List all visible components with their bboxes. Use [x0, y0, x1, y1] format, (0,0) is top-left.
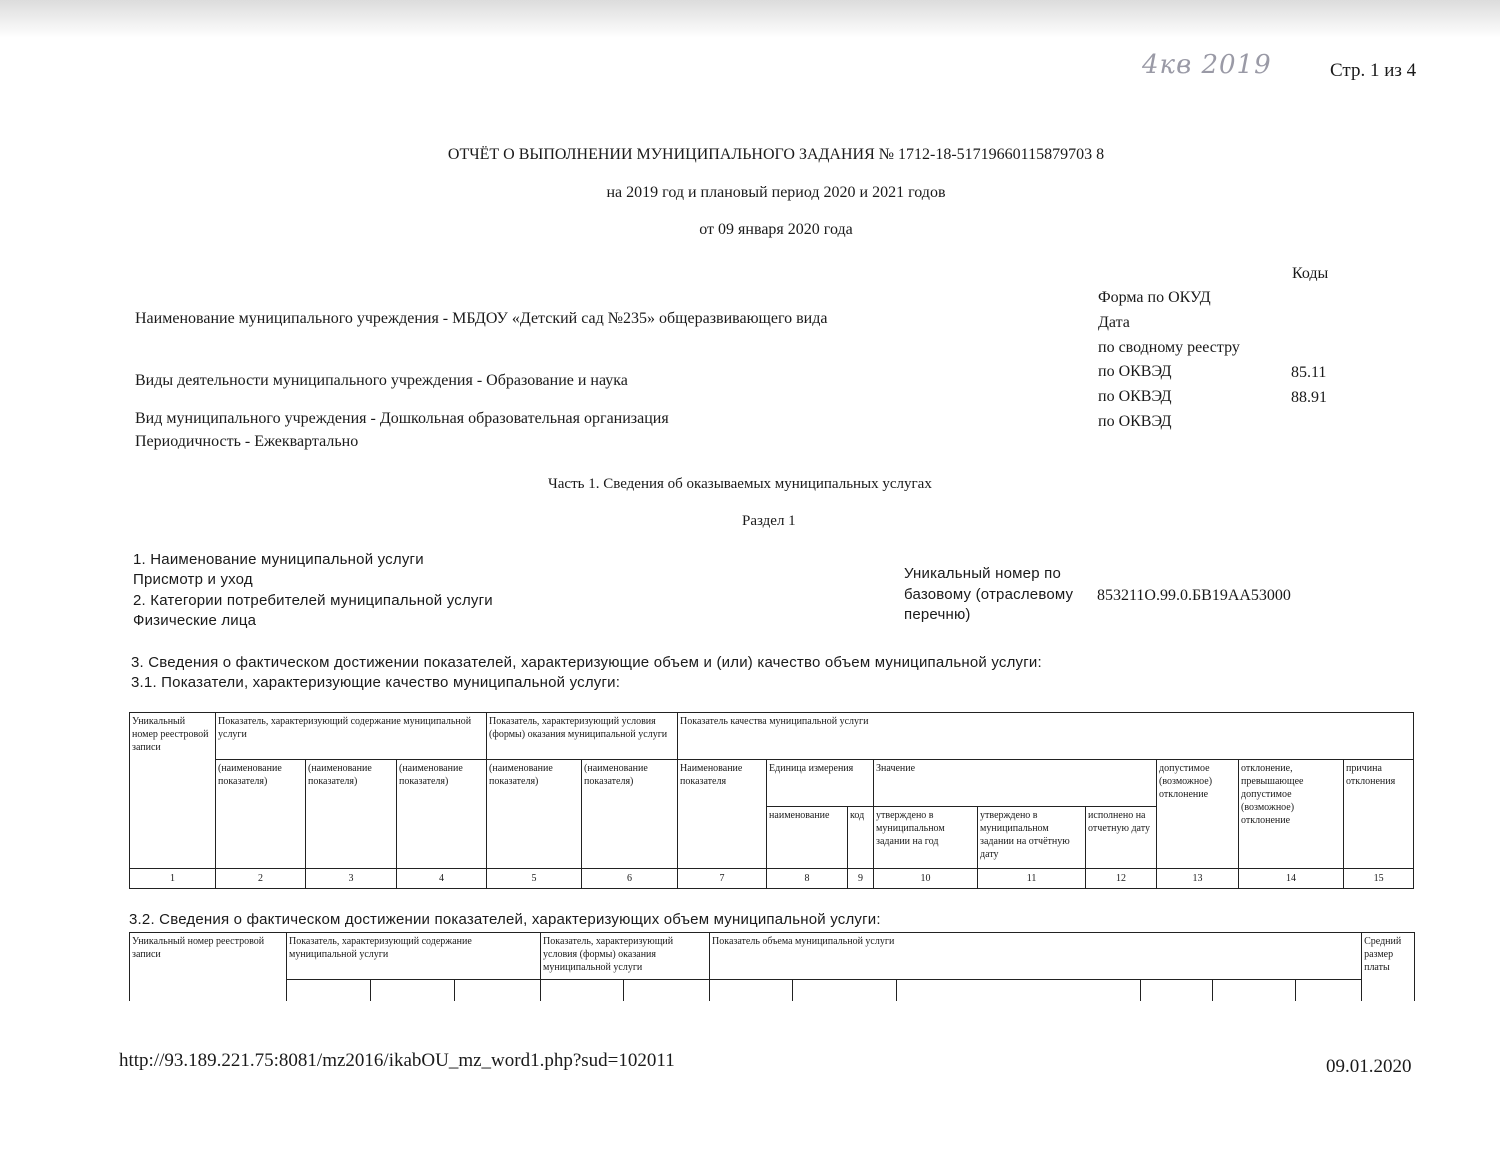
vol-cell-volume-indicator: Показатель объема муниципальной услуги	[710, 933, 1362, 980]
cell-executed: исполнено на отчетную дату	[1086, 807, 1157, 869]
cell-content-indicator: Показатель, характеризующий содержание муниципальной услуги	[216, 713, 487, 760]
col-number: 3	[306, 869, 397, 889]
codes-label-registry: по сводному реестру	[1098, 339, 1240, 356]
cell-unit-name: наименование	[767, 807, 848, 869]
service-category-label: 2. Категории потребителей муниципальной услуги	[133, 592, 493, 609]
institution-name: Наименование муниципального учреждения - МБДОУ «Детский сад №235» общеразвивающего вида	[135, 310, 828, 327]
handwritten-note: 4кв 2019	[1142, 50, 1272, 80]
codes-label-date: Дата	[1098, 314, 1130, 331]
unique-number-label-1: Уникальный номер по	[904, 565, 1061, 582]
section-3-title: 3. Сведения о фактическом достижении показателей, характеризующие объем и (или) качество объем муниципальной услуги:	[131, 654, 1042, 671]
section-3-1-title: 3.1. Показатели, характеризующие качество муниципальной услуги:	[131, 674, 621, 691]
codes-label-okud: Форма по ОКУД	[1098, 289, 1211, 306]
part-title: Часть 1. Сведения об оказываемых муниципальных услугах	[548, 476, 932, 492]
cell-indicator-name-3: (наименование показателя)	[306, 760, 397, 869]
service-name-value: Присмотр и уход	[133, 571, 253, 588]
col-number: 2	[216, 869, 306, 889]
col-number: 6	[582, 869, 678, 889]
codes-header: Коды	[1292, 265, 1329, 282]
codes-label-okved-1: по ОКВЭД	[1098, 363, 1172, 380]
col-number: 13	[1157, 869, 1239, 889]
cell-approved-year: утверждено в муниципальном задании на год	[874, 807, 978, 869]
unique-number-value: 853211О.99.0.БВ19АА53000	[1097, 587, 1291, 604]
col-number: 9	[848, 869, 874, 889]
volume-indicators-table	[129, 932, 1415, 1010]
codes-label-okved-2: по ОКВЭД	[1098, 388, 1172, 405]
cell-unique-record: Уникальный номер реестровой записи	[130, 713, 216, 869]
cell-unit: Единица измерения	[767, 760, 874, 807]
codes-value-okved-1: 85.11	[1291, 364, 1327, 381]
vol-cell-average-fee: Средний размер платы	[1362, 933, 1415, 1010]
page-counter: Стр. 1 из 4	[1330, 60, 1417, 81]
institution-type: Вид муниципального учреждения - Дошкольная образовательная организация	[135, 410, 669, 427]
unique-number-label-3: перечню)	[904, 606, 971, 623]
section-3-2-title: 3.2. Сведения о фактическом достижении показателей, характеризующих объем муниципальной услуги:	[129, 911, 881, 928]
cell-indicator-title: Наименование показателя	[678, 760, 767, 869]
page-cut	[120, 1001, 1430, 1041]
codes-label-okved-3: по ОКВЭД	[1098, 413, 1172, 430]
cell-allowed-deviation: допустимое (возможное) отклонение	[1157, 760, 1239, 869]
quality-indicators-table	[129, 712, 1414, 889]
footer-date: 09.01.2020	[1326, 1056, 1412, 1077]
col-number: 8	[767, 869, 848, 889]
unique-number-label-2: базовому (отраслевому	[904, 586, 1074, 603]
col-number: 1	[130, 869, 216, 889]
col-number: 4	[397, 869, 487, 889]
cell-indicator-name-4: (наименование показателя)	[397, 760, 487, 869]
cell-unit-code: код	[848, 807, 874, 869]
document-period: на 2019 год и плановый период 2020 и 2021 годов	[606, 184, 946, 201]
col-number: 5	[487, 869, 582, 889]
footer-url: http://93.189.221.75:8081/mz2016/ikabOU_mz_word1.php?sud=102011	[119, 1050, 675, 1071]
col-number: 14	[1239, 869, 1344, 889]
section-title: Раздел 1	[742, 513, 796, 529]
service-name-label: 1. Наименование муниципальной услуги	[133, 551, 424, 568]
col-number: 7	[678, 869, 767, 889]
institution-activities: Виды деятельности муниципального учреждения - Образование и наука	[135, 372, 628, 389]
cell-deviation-exceeding: отклонение, превышающее допустимое (возможное) отклонение	[1239, 760, 1344, 869]
vol-cell-content-indicator: Показатель, характеризующий содержание муниципальной услуги	[287, 933, 541, 980]
cell-indicator-name-2: (наименование показателя)	[216, 760, 306, 869]
cell-quality-indicator: Показатель качества муниципальной услуги	[678, 713, 1414, 760]
cell-indicator-name-6: (наименование показателя)	[582, 760, 678, 869]
document-date: от 09 января 2020 года	[699, 221, 853, 238]
cell-indicator-name-5: (наименование показателя)	[487, 760, 582, 869]
cell-deviation-reason: причина отклонения	[1344, 760, 1414, 869]
document-title: ОТЧЁТ О ВЫПОЛНЕНИИ МУНИЦИПАЛЬНОГО ЗАДАНИЯ № 1712-18-51719660115879703 8	[447, 146, 1105, 163]
cell-value: Значение	[874, 760, 1157, 807]
institution-periodicity: Периодичность - Ежеквартально	[135, 433, 359, 450]
col-number: 11	[978, 869, 1086, 889]
cell-approved-date: утверждено в муниципальном задании на отчётную дату	[978, 807, 1086, 869]
vol-cell-conditions-indicator: Показатель, характеризующий условия (формы) оказания муниципальной услуги	[541, 933, 710, 980]
cell-conditions-indicator: Показатель, характеризующий условия (формы) оказания муниципальной услуги	[487, 713, 678, 760]
col-number: 10	[874, 869, 978, 889]
codes-value-okved-2: 88.91	[1291, 389, 1327, 406]
scan-edge	[0, 0, 1500, 38]
col-number: 12	[1086, 869, 1157, 889]
col-number: 15	[1344, 869, 1414, 889]
vol-cell-unique-record: Уникальный номер реестровой записи	[130, 933, 287, 1010]
service-category-value: Физические лица	[133, 612, 257, 629]
